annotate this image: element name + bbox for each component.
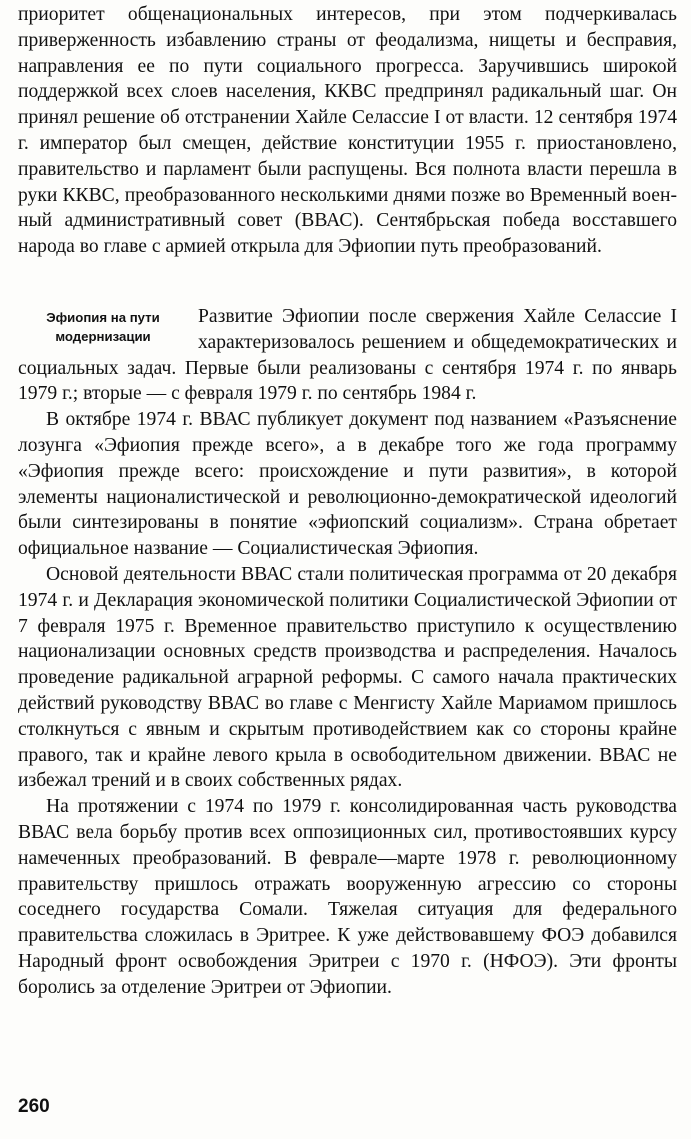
- body-paragraph: приоритет общенациональных интересов, при этом подчеркивалась приверженность избавлению страны от феодализма, нищеты и бесправия, направления ее по пути социального прогресса. Заручившись широкой поддержкой всех слоев населения, ККВС предпринял радикальный шаг. Он принял решение об отстранении Хайле Селассие I от власти. 12 сентября 1974 г. император был смещен, действие конституции 1955 г. приостановлено, правительство и парламент были распущены. Вся полнота власти перешла в руки ККВС, преобразованного несколькими днями позже во Временный военный административный совет (ВВАС). Сентябрьская победа восставшего народа во главе с армией открыла для Эфиопии путь преобразований.: [18, 4, 677, 258]
- section-opening-paragraph: Развитие Эфиопии после свержения Хайле Селассие I характеризовалось решением и общедемократических и социальных задач. Первые были реализованы с сентября 1974 г. по январь 1979 г.; вторые — с февраля 1979 г. по сентябрь 1984 г.: [18, 305, 677, 405]
- page-number: 260: [18, 1096, 50, 1117]
- body-paragraph: В октябре 1974 г. ВВАС публикует документ под названием «Разъяснение лозунга «Эфиопия прежде всего», а в декабре того же года программу «Эфиопия прежде всего: происхождение и пути развития», в которой элементы националистической и революционно-демократической идеологий были синтезированы в понятие «эфиопский социализм». Страна обретает официальное название — Социалистическая Эфиопия.: [18, 409, 677, 560]
- body-paragraph: На протяжении с 1974 по 1979 г. консолидированная часть руководства ВВАС вела борьбу против всех оппозиционных сил, противостоявших курсу намеченных преобразований. В феврале—марте 1978 г. революционному правительству пришлось отражать вооруженную агрессию со стороны соседнего государства Сомали. Тяжелая ситуация для федерального правительства сложилась в Эритрее. К уже действовавшему ФОЭ добавился Народный фронт освобождения Эритреи с 1970 г. (НФОЭ). Эти фронты боролись за отделение Эритреи от Эфиопии.: [18, 796, 677, 998]
- section-heading: Эфиопия на пути модернизации: [46, 309, 160, 344]
- section-spacer: [18, 260, 677, 304]
- body-paragraph: Основой деятельности ВВАС стали политическая программа от 20 декабря 1974 г. и Декларация экономической политики Социалистической Эфиопии от 7 февраля 1975 г. Временное правительство приступило к осуществлению национализации основных средств производства и распределения. Началось проведение радикальной аграрной реформы. С самого начала практических действий руководству ВВАС во главе с Менгисту Хайле Мариамом пришлось столкнуться с явным и скрытым противодействием как со стороны крайне правого, так и крайне левого крыла в освободительном движении. ВВАС не избежал трений и в своих собственных рядах.: [18, 563, 677, 792]
